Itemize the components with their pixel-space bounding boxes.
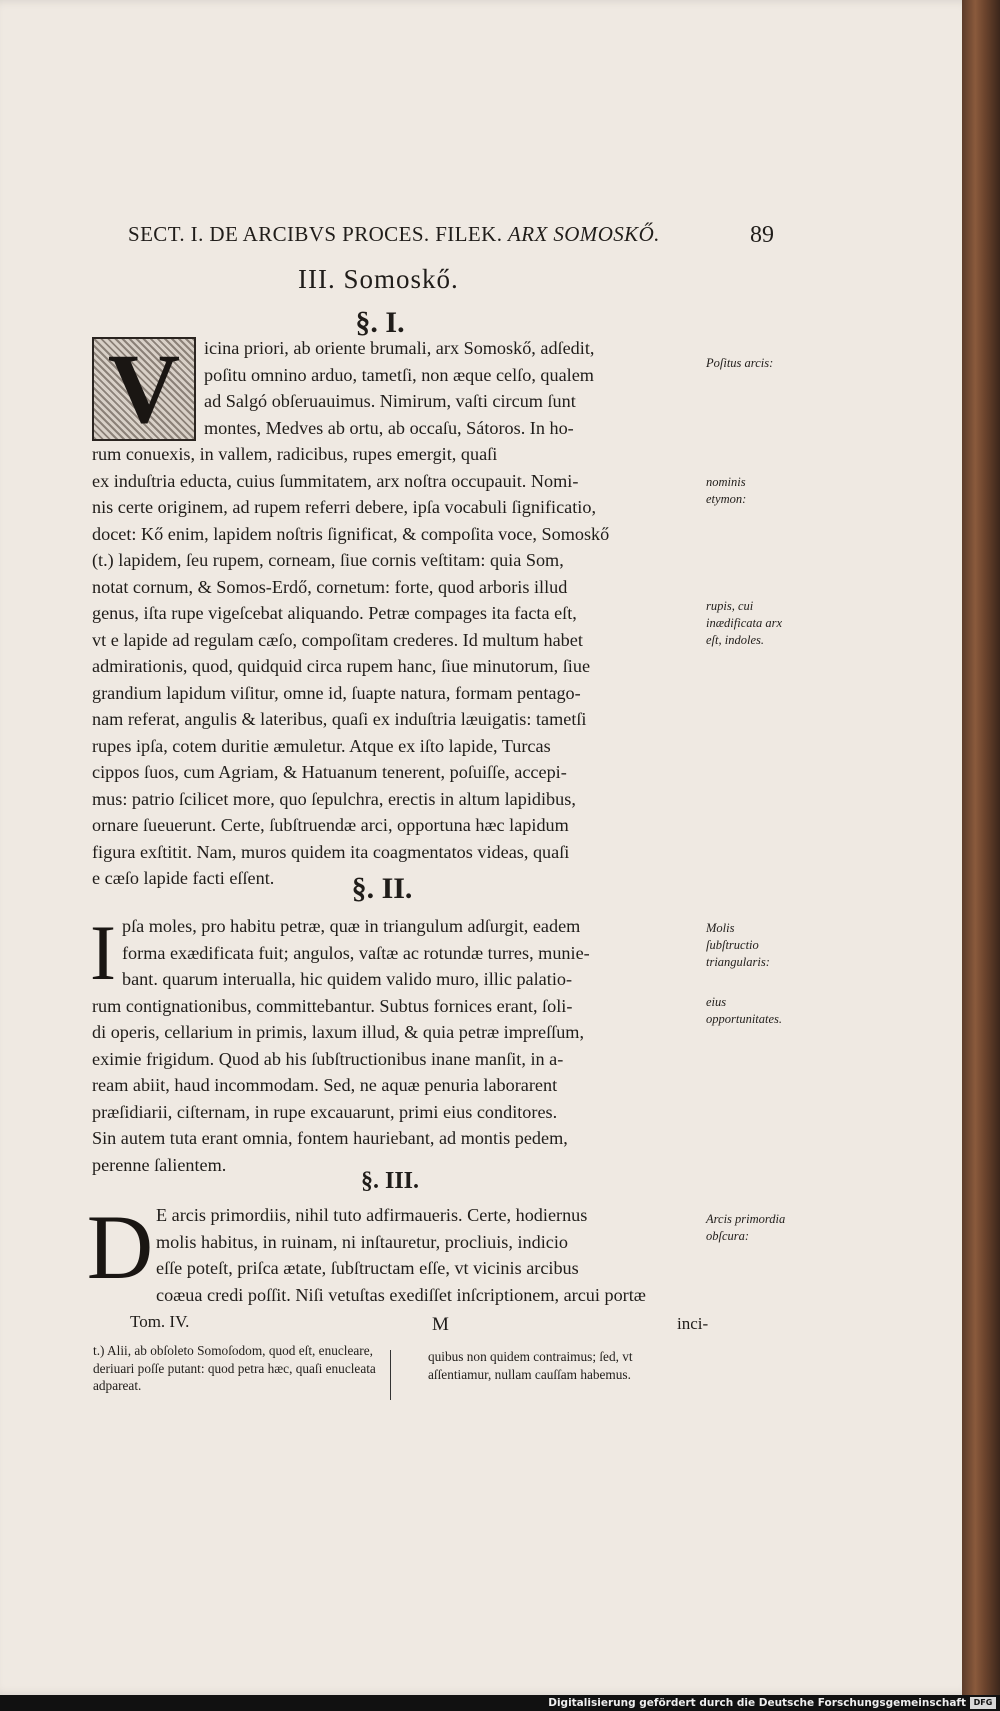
text-line: rupes ipſa, cotem duritie æmuletur. Atque ex iſto lapide, Turcas (92, 735, 551, 756)
initial-letter-d: D (86, 1196, 154, 1298)
footnote-right: quibus non quidem contraimus; ſed, vt aſſentiamur, nullam cauſſam habemus. (428, 1349, 633, 1382)
text-line: vt e lapide ad regulam cæſo, compoſitam crederes. Id multum habet (92, 629, 583, 650)
paragraph-body-2 (90, 909, 696, 1178)
text-line: bant. quarum interualla, hic quidem valido muro, illic palatio- (122, 969, 573, 989)
signature-mark: M (432, 1314, 449, 1335)
text-line: ad Salgó obſeruauimus. Nimirum, vaſti circum ſunt (204, 391, 576, 411)
text-line: eximie frigidum. Quod ab his ſubſtructionibus inane manſit, in a- (92, 1048, 564, 1069)
running-head (128, 222, 773, 247)
paragraph-body-3 (86, 1196, 696, 1308)
text-line: notat cornum, & Somos-Erdő, cornetum: forte, quod arboris illud (92, 576, 568, 597)
digitization-credit: Digitalisierung gefördert durch die Deutsche Forschungsgemeinschaft (548, 1697, 966, 1709)
text-line: nam referat, angulis & lateribus, quaſi ex induſtria læuigatis: tametſi (92, 709, 587, 729)
text-line: coæua credi poſſit. Niſi vetuſtas exediſſet inſcriptionem, arcui portæ (156, 1284, 646, 1305)
page-number: 89 (750, 222, 774, 248)
paragraph-heading-1: §. I. (355, 306, 405, 339)
text-line: ex induſtria educta, cuius ſummitatem, arx noſtra occupauit. Nomi- (92, 470, 579, 491)
text-line: icina priori, ab oriente brumali, arx Somoskő, adſedit, (204, 338, 595, 358)
text-line: (t.) lapidem, ſeu rupem, corneam, ſiue cornis veſtitam: quia Som, (92, 550, 564, 570)
text-line: figura exſtitit. Nam, muros quidem ita coagmentatos videas, quaſi (92, 841, 570, 862)
text-line: forma exædificata fuit; angulos, vaſtæ ac rotundæ turres, munie- (122, 942, 590, 963)
text-line: Sin autem tuta erant omnia, fontem hauriebant, ad montis pedem, (92, 1128, 568, 1148)
marginal-note: nominis etymon: (706, 475, 747, 506)
text-line: montes, Medves ab ortu, ab occaſu, Sátoros. In ho- (204, 417, 574, 438)
ornamental-initial-v: V (92, 337, 196, 441)
text-line: molis habitus, in ruinam, ni inſtauretur, procliuis, indicio (156, 1231, 568, 1252)
marginal-note: Molis ſubſtructio triangularis: (706, 921, 770, 969)
marginal-note: Poſitus arcis: (706, 356, 774, 370)
footnote-marker: t.) (93, 1343, 105, 1358)
paragraph-heading-2: §. II. (351, 872, 413, 905)
running-head-text: SECT. I. DE ARCIBVS PROCES. FILEK. (128, 222, 503, 246)
text-line: nis certe originem, ad rupem referri debere, ipſa vocabuli ſignificatio, (92, 497, 596, 517)
text-line: rum conuexis, in vallem, radicibus, rupes emergit, quaſi (92, 444, 498, 464)
section-title: III. Somoskő. (298, 264, 459, 294)
text-line: grandium lapidum viſitur, omne id, ſuapte natura, formam pentago- (92, 682, 581, 703)
text-line: poſitu omnino arduo, tametſi, non æque celſo, qualem (204, 364, 594, 385)
running-head-italic: ARX SOMOSKŐ. (508, 222, 660, 246)
text-line: genus, iſta rupe vigeſcebat aliquando. Petræ compages ita facta eſt, (92, 603, 577, 623)
footnote-left-text: Alii, ab obſoleto Somoſodom, quod eſt, enucleare, deriuari poſſe putant: quod petra hæc, quaſi enucleata adpareat. (93, 1343, 376, 1393)
text-line: cippos ſuos, cum Agriam, & Hatuanum tenerent, poſuiſſe, accepi- (92, 762, 567, 782)
text-line: mus: patrio ſcilicet more, quo ſepulchra, erectis in altum lapidibus, (92, 788, 576, 809)
text-line: E arcis primordiis, nihil tuto adfirmaueris. Certe, hodiernus (156, 1205, 588, 1225)
text-line: di operis, cellarium in primis, laxum illud, & quia petræ impreſſum, (92, 1022, 584, 1042)
text-line: præſidiarii, ciſternam, in rupe excauarunt, primi eius conditores. (92, 1101, 558, 1122)
text-line: eſſe poteſt, priſca ætate, ſubſtructam eſſe, vt vicinis arcibus (156, 1258, 579, 1278)
text-line: admirationis, quod, quidquid circa rupem hanc, ſiue minutorum, ſiue (92, 656, 591, 676)
text-line: docet: Kő enim, lapidem noſtris ſignificat, & compoſita voce, Somoskő (92, 523, 610, 544)
dfg-logo: DFG (970, 1697, 996, 1709)
marginal-note: rupis, cui inædificata arx eſt, indoles. (706, 599, 783, 647)
footnote-divider (390, 1350, 391, 1400)
text-line: e cæſo lapide facti eſſent. (92, 868, 275, 888)
initial-letter-i: I (90, 909, 116, 996)
catchword: inci- (677, 1314, 709, 1333)
text-line: pſa moles, pro habitu petræ, quæ in triangulum adſurgit, eadem (122, 916, 581, 936)
text-line: rum contignationibus, committebantur. Subtus fornices erant, ſoli- (92, 995, 573, 1016)
footnote-left (93, 1342, 391, 1395)
marginal-note: Arcis primordia obſcura: (706, 1212, 786, 1243)
text-line: ornare ſueuerunt. Certe, ſubſtruendæ arci, opportuna hæc lapidum (92, 815, 569, 835)
marginal-note: eius opportunitates. (706, 995, 783, 1026)
volume-label: Tom. IV. (130, 1312, 190, 1331)
book-spine-edge (962, 0, 1000, 1711)
text-line: ream abiit, haud incommodam. Sed, ne aquæ penuria laborarent (92, 1075, 558, 1095)
paragraph-body-1 (92, 335, 696, 892)
paragraph-heading-3: §. III. (360, 1168, 420, 1194)
text-line: perenne ſalientem. (92, 1154, 227, 1175)
